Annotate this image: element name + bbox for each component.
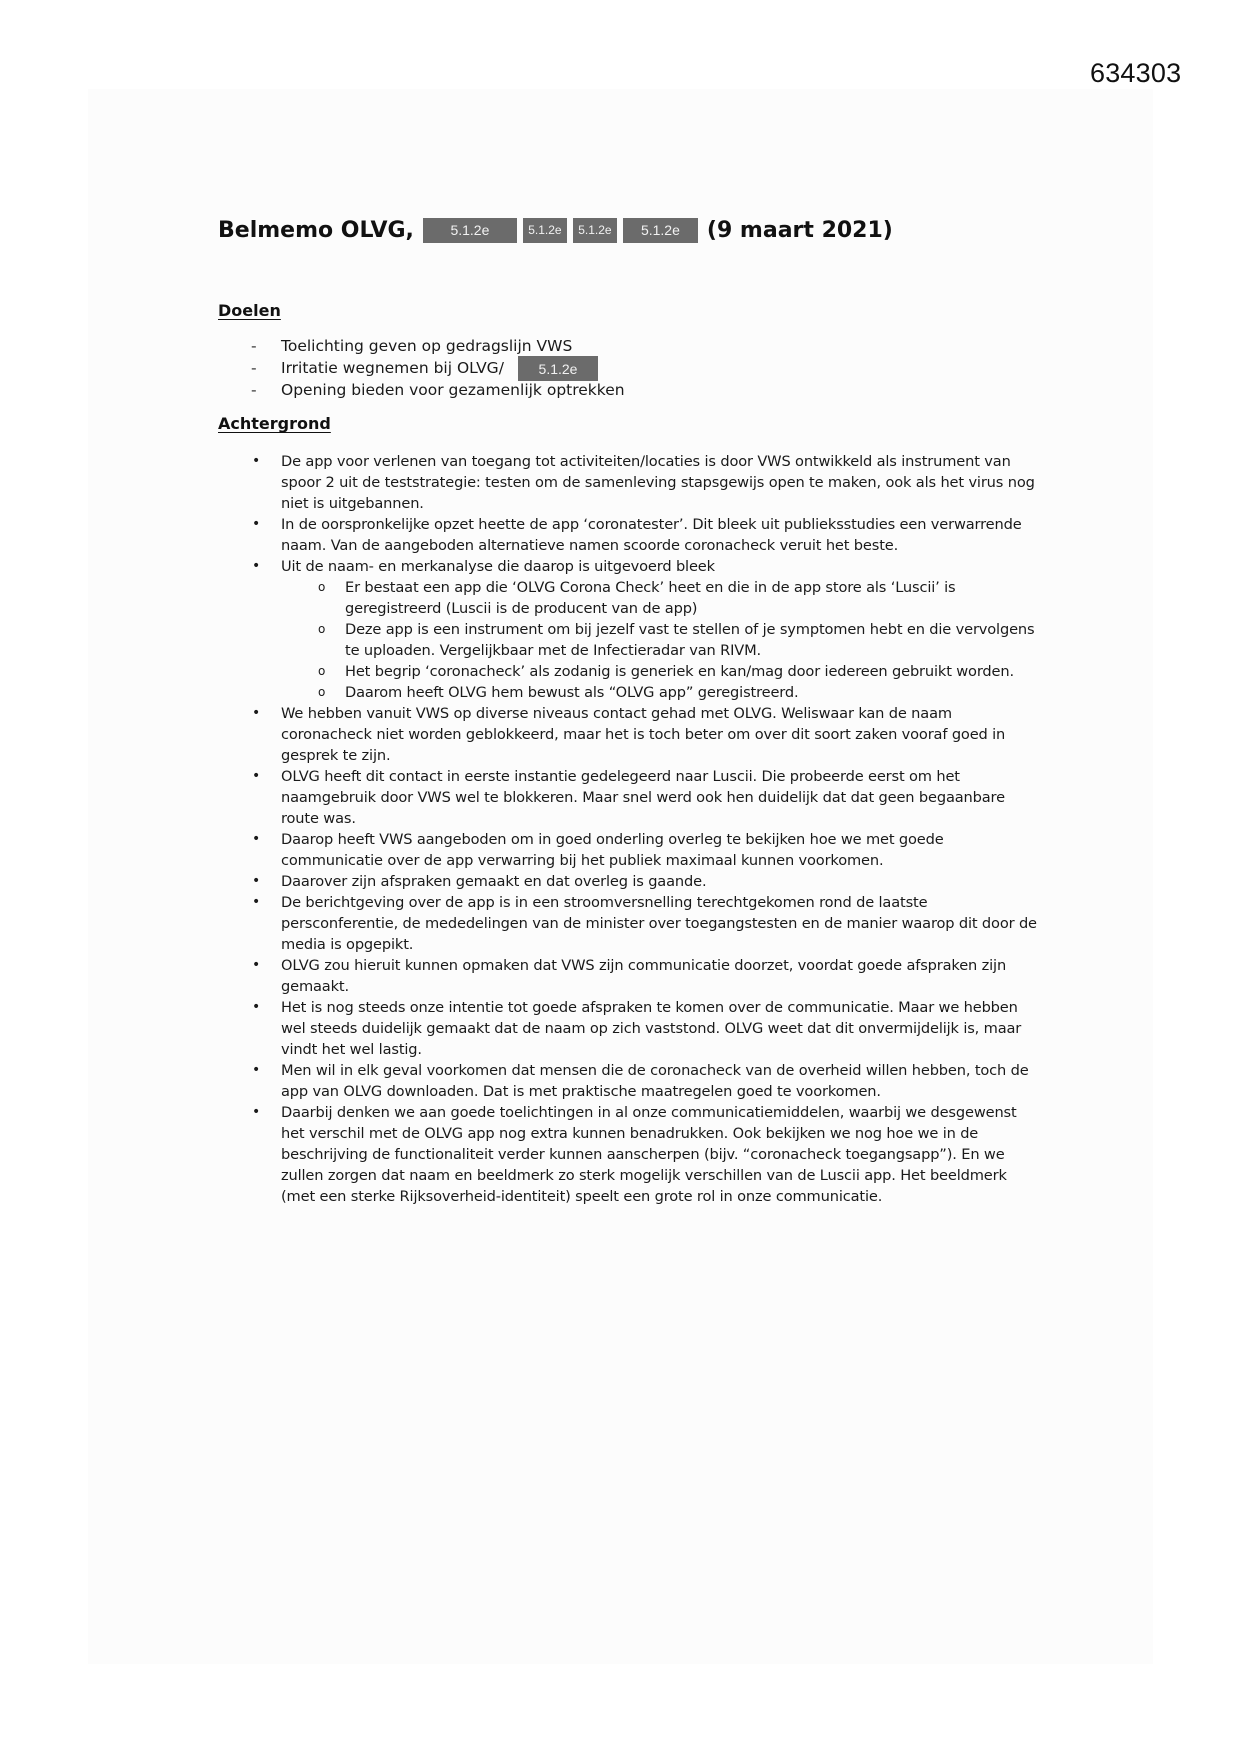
- list-item: [218, 1060, 1038, 1102]
- section-heading-achtergrond: Achtergrond: [218, 414, 331, 433]
- circle-bullet-icon: o: [318, 622, 326, 636]
- list-item: [218, 871, 1038, 892]
- list-item: [218, 451, 1038, 514]
- redaction-box: 5.1.2e: [423, 218, 517, 243]
- sub-list-item-text: Daarom heeft OLVG hem bewust als “OLVG app” geregistreerd.: [345, 684, 799, 701]
- dash-bullet: -: [251, 381, 257, 399]
- list-item-text: De berichtgeving over de app is in een stroomversnelling terechtgekomen rond de laatste persconferentie, de mededelingen van de minister over toegangstesten en de manier waarop dit door de media is opgepikt.: [281, 894, 1037, 953]
- bullet-icon: •: [252, 831, 261, 847]
- list-item: [218, 955, 1038, 997]
- list-item: [218, 514, 1038, 556]
- achtergrond-list: [218, 451, 1038, 1207]
- bullet-icon: •: [252, 999, 261, 1015]
- sub-list-item-text: Er bestaat een app die ‘OLVG Corona Check’ heet en die in de app store als ‘Luscii’ is geregistreerd (Luscii is de producent van de app): [345, 579, 956, 617]
- list-item-text: In de oorspronkelijke opzet heette de app ‘coronatester’. Dit bleek uit publieksstudies een verwarrende naam. Van de aangeboden alternatieve namen scoorde coronacheck veruit het beste.: [281, 516, 1022, 554]
- list-item: [218, 997, 1038, 1060]
- list-item-text: Het is nog steeds onze intentie tot goede afspraken te komen over de communicatie. Maar we hebben wel steeds duidelijk gemaakt dat de naam op zich vaststond. OLVG weet dat dit onvermijdelijk is, maar vindt het wel lastig.: [281, 999, 1022, 1058]
- circle-bullet-icon: o: [318, 664, 326, 678]
- bullet-icon: •: [252, 558, 261, 574]
- list-item-text: Men wil in elk geval voorkomen dat mensen die de coronacheck van de overheid willen hebben, toch de app van OLVG downloaden. Dat is met praktische maatregelen goed te voorkomen.: [281, 1062, 1029, 1100]
- list-item-text: Irritatie wegnemen bij OLVG/: [281, 359, 504, 377]
- sub-list: [218, 577, 1038, 703]
- list-item: [218, 766, 1038, 829]
- list-item: [218, 379, 625, 401]
- bullet-icon: •: [252, 873, 261, 889]
- list-item: [218, 1102, 1038, 1207]
- list-item-text: Daarbij denken we aan goede toelichtingen in al onze communicatiemiddelen, waarbij we desgewenst het verschil met de OLVG app nog extra kunnen benadrukken. Ook bekijken we nog hoe we in de beschrijving de functionaliteit verder kunnen aanscherpen (bijv. “coronacheck toegangsapp”). En we zullen zorgen dat naam en beeldmerk zo sterk mogelijk verschillen van de Luscii app. Het beeldmerk (met een sterke Rijksoverheid-identiteit) speelt een grote rol in onze communicatie.: [281, 1104, 1017, 1205]
- list-item: [218, 357, 625, 379]
- sub-list-item-text: Het begrip ‘coronacheck’ als zodanig is generiek en kan/mag door iedereen gebruikt worden.: [345, 663, 1014, 680]
- redaction-box: 5.1.2e: [623, 218, 698, 243]
- title-date: (9 maart 2021): [706, 217, 893, 243]
- list-item-text: OLVG heeft dit contact in eerste instantie gedelegeerd naar Luscii. Die probeerde eerst om het naamgebruik door VWS wel te blokkeren. Maar snel werd ook hen duidelijk dat dat geen begaanbare route was.: [281, 768, 1005, 827]
- redaction-box: 5.1.2e: [523, 218, 567, 243]
- list-item-text: Opening bieden voor gezamenlijk optrekken: [281, 381, 625, 399]
- sub-list-item-text: Deze app is een instrument om bij jezelf vast te stellen of je symptomen hebt en die vervolgens te uploaden. Vergelijkbaar met de Infectieradar van RIVM.: [345, 621, 1035, 659]
- circle-bullet-icon: o: [318, 580, 326, 594]
- title-prefix: Belmemo OLVG,: [218, 217, 414, 243]
- list-item: [218, 829, 1038, 871]
- bullet-icon: •: [252, 1104, 261, 1120]
- bullet-icon: •: [252, 894, 261, 910]
- document-number: 634303: [1090, 58, 1182, 88]
- bullet-icon: •: [252, 768, 261, 784]
- list-item: [218, 335, 625, 357]
- list-item-text: OLVG zou hieruit kunnen opmaken dat VWS zijn communicatie doorzet, voordat goede afspraken zijn gemaakt.: [281, 957, 1007, 995]
- list-item-text: Uit de naam- en merkanalyse die daarop is uitgevoerd bleek: [281, 558, 715, 575]
- bullet-icon: •: [252, 516, 261, 532]
- bullet-icon: •: [252, 705, 261, 721]
- sub-list-item: [218, 682, 1038, 703]
- dash-bullet: -: [251, 337, 257, 355]
- list-item-text: De app voor verlenen van toegang tot activiteiten/locaties is door VWS ontwikkeld als instrument van spoor 2 uit de teststrategie: testen om de samenleving stapsgewijs open te maken, ook als het virus nog niet is uitgebannen.: [281, 453, 1035, 512]
- redaction-box: 5.1.2e: [573, 218, 617, 243]
- list-item: [218, 556, 1038, 703]
- circle-bullet-icon: o: [318, 685, 326, 699]
- sub-list-item: [218, 661, 1038, 682]
- doelen-list: [218, 335, 625, 401]
- dash-bullet: -: [251, 359, 257, 377]
- list-item-text: We hebben vanuit VWS op diverse niveaus contact gehad met OLVG. Weliswaar kan de naam coronacheck niet worden geblokkeerd, maar het is toch beter om over dit soort zaken vooraf goed in gesprek te zijn.: [281, 705, 1006, 764]
- page-title: [218, 214, 893, 246]
- list-item: [218, 703, 1038, 766]
- section-heading-doelen: Doelen: [218, 301, 281, 320]
- list-item-text: Daarop heeft VWS aangeboden om in goed onderling overleg te bekijken hoe we met goede communicatie over de app verwarring bij het publiek maximaal kunnen voorkomen.: [281, 831, 944, 869]
- bullet-icon: •: [252, 1062, 261, 1078]
- list-item: [218, 892, 1038, 955]
- list-item-text: Toelichting geven op gedragslijn VWS: [281, 337, 573, 355]
- sub-list-item: [218, 577, 1038, 619]
- bullet-icon: •: [252, 957, 261, 973]
- sub-list-item: [218, 619, 1038, 661]
- list-item-text: Daarover zijn afspraken gemaakt en dat overleg is gaande.: [281, 873, 707, 890]
- redaction-box: 5.1.2e: [518, 356, 598, 381]
- bullet-icon: •: [252, 453, 261, 469]
